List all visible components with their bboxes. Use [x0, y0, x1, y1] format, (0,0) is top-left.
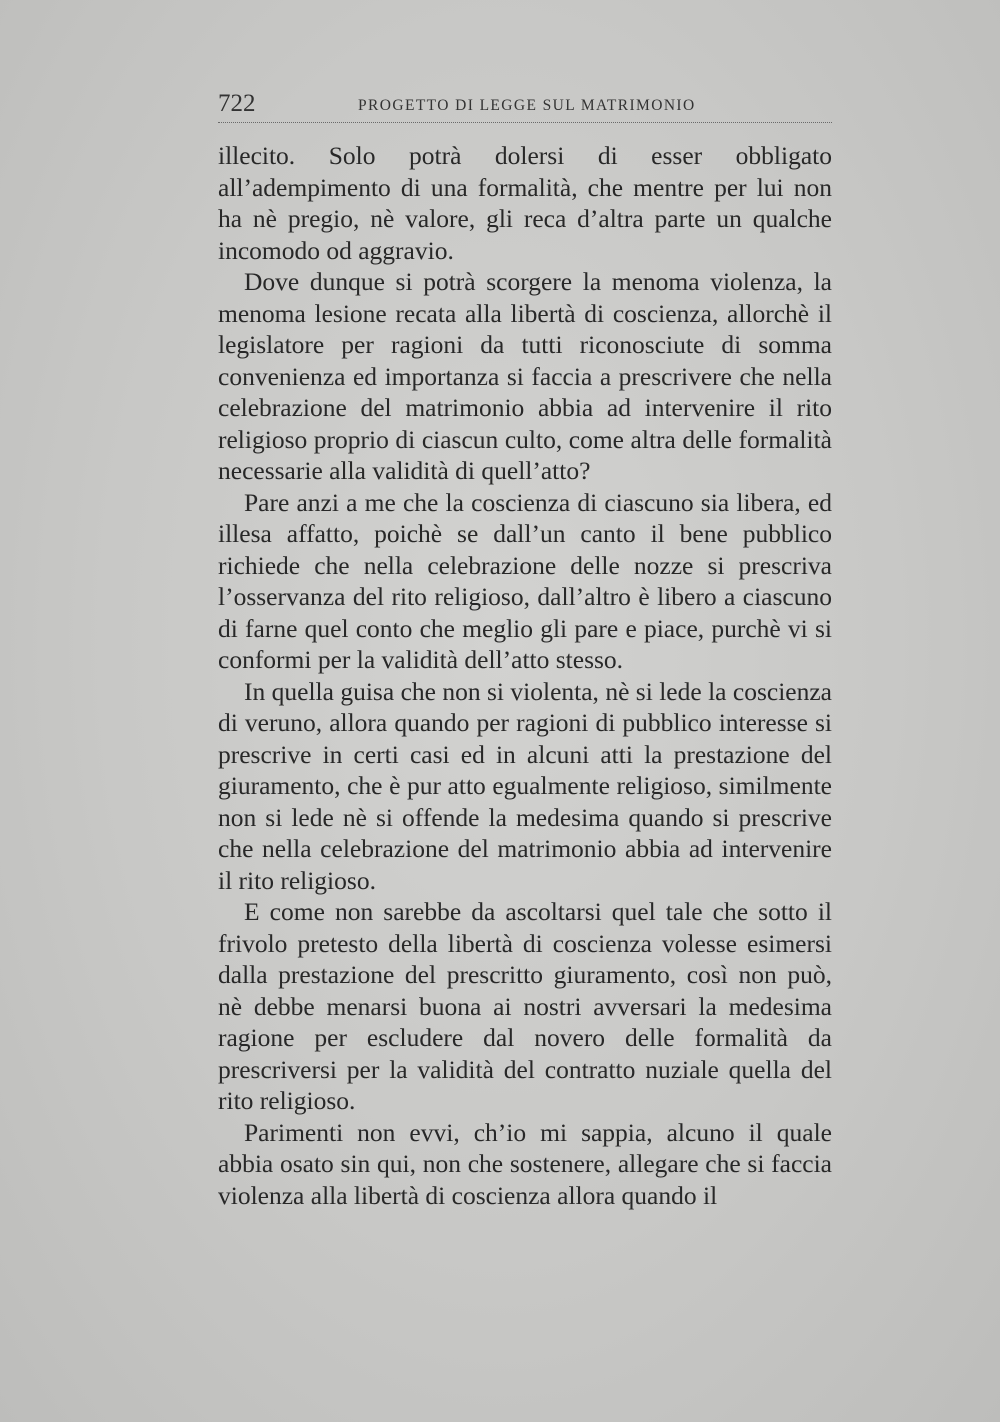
running-title: PROGETTO DI LEGGE SUL MATRIMONIO — [358, 97, 696, 114]
paragraph: In quella guisa che non si violenta, nè si lede la coscienza di veruno, allora quando per ragioni di pubblico interesse si prescrive in certi casi ed in alcuni atti la prestazione del giuramento, che è pur atto egualmente religioso, similmente non si lede nè si offende la medesima quando si prescrive che nella celebrazione del matrimonio abbia ad intervenire il rito religioso. — [218, 676, 832, 895]
paragraph: Dove dunque si potrà scorgere la menoma violenza, la menoma lesione recata alla libertà di coscienza, allorchè il legislatore per ragioni da tutti riconosciute di somma convenienza ed importanza si faccia a prescrivere che nella celebrazione del matrimonio abbia ad intervenire il rito religioso proprio di ciascun culto, come altra delle formalità necessarie alla validità di quell’atto? — [218, 267, 832, 485]
paragraph: E come non sarebbe da ascoltarsi quel tale che sotto il frivolo pretesto della libertà di coscienza volesse esimersi dalla prestazione del prescritto giuramento, così non può, nè debbe menarsi buona ai nostri avversari la medesima ragione per escludere dal novero delle formalità da prescriversi per la validità del contratto nuziale quella del rito religioso. — [218, 897, 832, 1115]
paragraph: Pare anzi a me che la coscienza di ciascuno sia libera, ed illesa affatto, poichè se dall’un canto il bene pubblico richiede che nella celebrazione delle nozze si prescriva l’osservanza del rito religioso, dall’altro è libero a ciascuno di farne quel conto che meglio gli pare e piace, purchè vi si conformi per la validità dell’atto stesso. — [218, 487, 832, 674]
paragraph: Parimenti non evvi, ch’io mi sappia, alcuno il quale abbia osato sin qui, non che sostenere, allegare che si faccia violenza alla libertà di coscienza allora quando il — [218, 1117, 832, 1210]
page-number: 722 — [218, 90, 256, 117]
running-head — [218, 88, 832, 123]
paragraph-continued: illecito. Solo potrà dolersi di esser obbligato all’adempimento di una formalità, che mentre per lui non ha nè pregio, nè valore, gli reca d’altra parte un qualche incomodo od aggravio. — [218, 141, 832, 265]
body-text — [218, 140, 832, 1211]
